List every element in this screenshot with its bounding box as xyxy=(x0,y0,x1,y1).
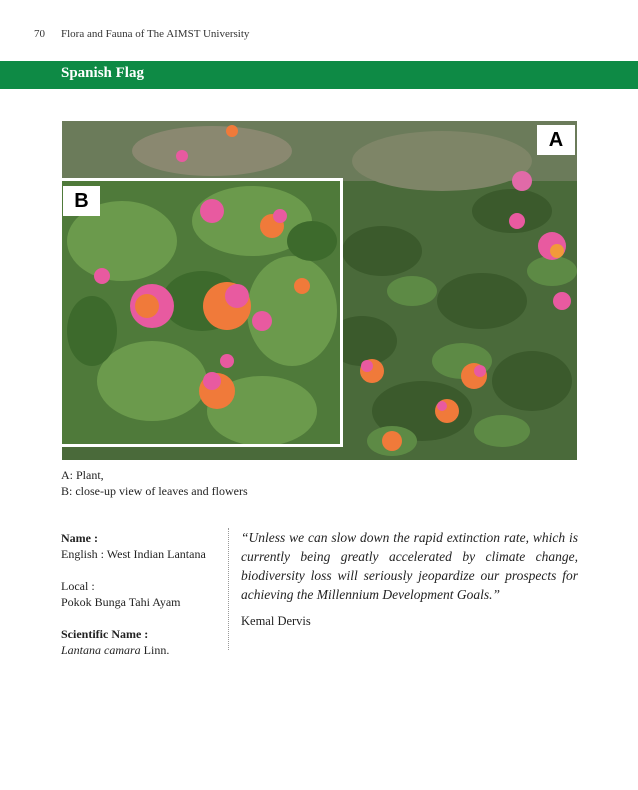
closeup-photo-image xyxy=(62,181,343,447)
photo-label-b: B xyxy=(63,186,100,216)
running-header xyxy=(34,28,249,40)
scientific-binomial: Lantana camara xyxy=(61,643,141,657)
species-title: Spanish Flag xyxy=(61,65,144,81)
scientific-name xyxy=(61,642,226,658)
species-info xyxy=(61,530,226,658)
local-name: Pokok Bunga Tahi Ayam xyxy=(61,595,181,609)
quote-author: Kemal Dervis xyxy=(241,614,311,628)
column-divider xyxy=(228,528,229,650)
scientific-authority: Linn. xyxy=(140,643,170,657)
running-title: Flora and Fauna of The AIMST University xyxy=(61,28,250,40)
section-banner xyxy=(0,61,638,89)
english-name: English : West Indian Lantana xyxy=(61,547,206,561)
photo-caption xyxy=(61,467,248,499)
name-label: Name : xyxy=(61,531,98,545)
local-label: Local : xyxy=(61,579,95,593)
quote-text: “Unless we can slow down the rapid extinction rate, which is currently being greatly accelerated by climate change, biodiversity loss will seriously jeopardize our prospects for achieving the Millennium Development Goals.” xyxy=(241,530,578,602)
caption-line-b: B: close-up view of leaves and flowers xyxy=(61,484,248,498)
page-number: 70 xyxy=(34,28,45,40)
closeup-photo xyxy=(62,178,343,447)
scientific-label: Scientific Name : xyxy=(61,627,149,641)
caption-line-a: A: Plant, xyxy=(61,468,104,482)
photo-label-a: A xyxy=(537,125,575,155)
